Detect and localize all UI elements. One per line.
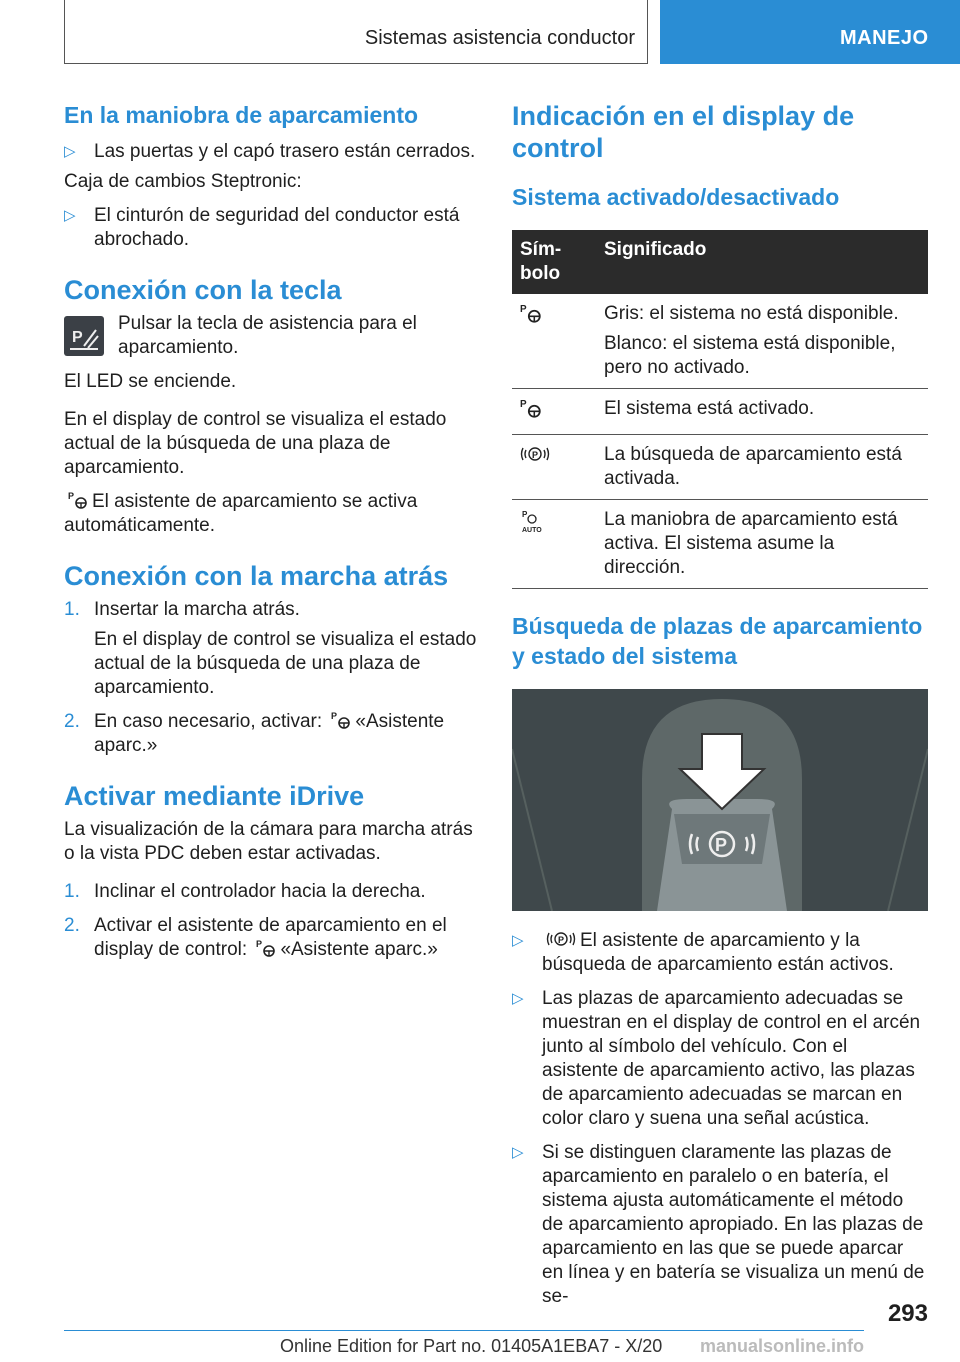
heading-parking-maneuver: En la maniobra de aparcamiento	[64, 102, 419, 128]
table-cell-text: Blanco: el sistema está disponible, pero no activado.	[604, 333, 896, 378]
paragraph: Pulsar la tecla de asistencia para el aparcamiento.	[118, 313, 417, 358]
bullet-item: ▷ Las plazas de aparcamiento adecuadas se muestran en el display de control en el arcén junto al símbolo del vehículo. Con el asistente de aparcamiento activo, las plazas de aparcamiento adecuadas se marcan en color claro y suena una señal acústica.	[512, 988, 921, 1129]
triangle-bullet-icon: ▷	[512, 932, 524, 949]
svg-text:P: P	[715, 835, 728, 855]
svg-text:P: P	[520, 303, 527, 315]
parking-assist-icon	[256, 938, 276, 958]
heading-reverse-connection: Conexión con la marcha atrás	[64, 561, 449, 591]
svg-text:P: P	[72, 329, 83, 346]
parking-button-icon	[64, 316, 104, 356]
bullet-item: ▷ Las puertas y el capó trasero están cerrados.	[64, 141, 476, 162]
bullet-item: ▷ El cinturón de seguridad del conductor está abrochado.	[64, 205, 460, 250]
left-column	[64, 100, 479, 962]
page-number: 293	[887, 1300, 928, 1327]
paragraph: Caja de cambios Steptronic:	[64, 171, 302, 192]
numbered-item: 1. Insertar la marcha atrás.	[64, 599, 300, 620]
heading-parking-search: Búsqueda de plazas de aparcamiento y estado del sistema	[512, 613, 923, 669]
numbered-item: 2. Activar el asistente de aparcamiento en el display de control: P «Asistente aparc.»	[64, 915, 447, 960]
table-header-symbol: Símbolo	[512, 230, 596, 294]
table-row	[512, 389, 928, 435]
paragraph: P El asistente de aparcamiento se activa automáticamente.	[64, 491, 418, 536]
svg-text:P: P	[522, 510, 528, 519]
triangle-bullet-icon: ▷	[512, 1144, 524, 1161]
parking-auto-icon	[520, 508, 548, 534]
numbered-item: 1. Inclinar el controlador hacia la derecha.	[64, 881, 426, 902]
paragraph: En el display de control se visualiza el estado actual de la búsqueda de una plaza de aparcamiento.	[64, 409, 447, 478]
numbered-item: 2. En caso necesario, activar: P «Asistente aparc.»	[64, 711, 445, 756]
svg-text:P: P	[68, 491, 75, 501]
footer-divider	[64, 1330, 864, 1331]
svg-text:P: P	[520, 398, 527, 410]
display-screenshot-image	[512, 689, 928, 911]
table-cell-text: La búsqueda de aparcamiento está activada.	[596, 435, 928, 500]
heading-key-connection: Conexión con la tecla	[64, 275, 342, 305]
watermark-text: manualsonline.info	[700, 1336, 865, 1356]
svg-text:P: P	[256, 939, 263, 949]
header-section-box	[64, 0, 648, 64]
header-chapter-title: MANEJO	[840, 27, 929, 49]
paragraph: La visualización de la cámara para marcha atrás o la vista PDC deben estar activadas.	[64, 819, 473, 864]
footer-edition: Online Edition for Part no. 01405A1EBA7 - X/20	[280, 1336, 663, 1356]
table-row	[512, 294, 928, 389]
parking-assist-icon	[68, 490, 88, 510]
triangle-bullet-icon: ▷	[512, 990, 524, 1007]
table-cell-text: El sistema está activado.	[596, 389, 928, 435]
header-chapter-box	[660, 0, 960, 64]
bullet-item: ▷ Si se distinguen claramente las plazas de aparcamiento en paralelo o en batería, el sistema ajusta automáticamente el método de aparcamiento apropiado. En las plazas de aparcamiento en las que se puede aparcar en línea y en batería se visualiza un menú de se-	[512, 1142, 925, 1307]
triangle-bullet-icon: ▷	[64, 143, 76, 160]
header-section-title: Sistemas asistencia conductor	[364, 27, 635, 49]
parking-assist-icon	[520, 302, 542, 324]
svg-text:AUTO: AUTO	[522, 527, 542, 534]
heading-display-indication: Indicación en el display de control	[512, 101, 855, 163]
parking-assist-icon	[331, 710, 351, 730]
parking-search-icon	[546, 929, 576, 949]
right-column	[512, 100, 928, 1309]
symbol-table	[512, 230, 928, 589]
table-header-meaning: Significado	[596, 230, 928, 294]
svg-text:P: P	[331, 711, 338, 721]
parking-assist-active-icon	[520, 397, 542, 419]
svg-text:P: P	[532, 450, 539, 460]
table-row	[512, 435, 928, 500]
table-cell-text: La maniobra de aparcamiento está activa. El sistema asume la dirección.	[596, 500, 928, 589]
bullet-item: ▷ P El asistente de aparcamiento y la búsqueda de aparcamiento están activos.	[512, 930, 894, 975]
parking-search-icon	[520, 443, 550, 465]
heading-activate-idrive: Activar mediante iDrive	[64, 781, 365, 811]
table-cell-text: Gris: el sistema no está disponible.	[604, 303, 899, 324]
heading-system-status: Sistema activado/desactivado	[512, 184, 840, 210]
svg-text:P: P	[558, 935, 565, 945]
table-row	[512, 500, 928, 589]
numbered-item-continuation: En el display de control se visualiza el estado actual de la búsqueda de una plaza de aparcamiento.	[94, 629, 477, 698]
table-header-row	[512, 230, 928, 294]
triangle-bullet-icon: ▷	[64, 207, 76, 224]
paragraph: El LED se enciende.	[64, 371, 237, 392]
